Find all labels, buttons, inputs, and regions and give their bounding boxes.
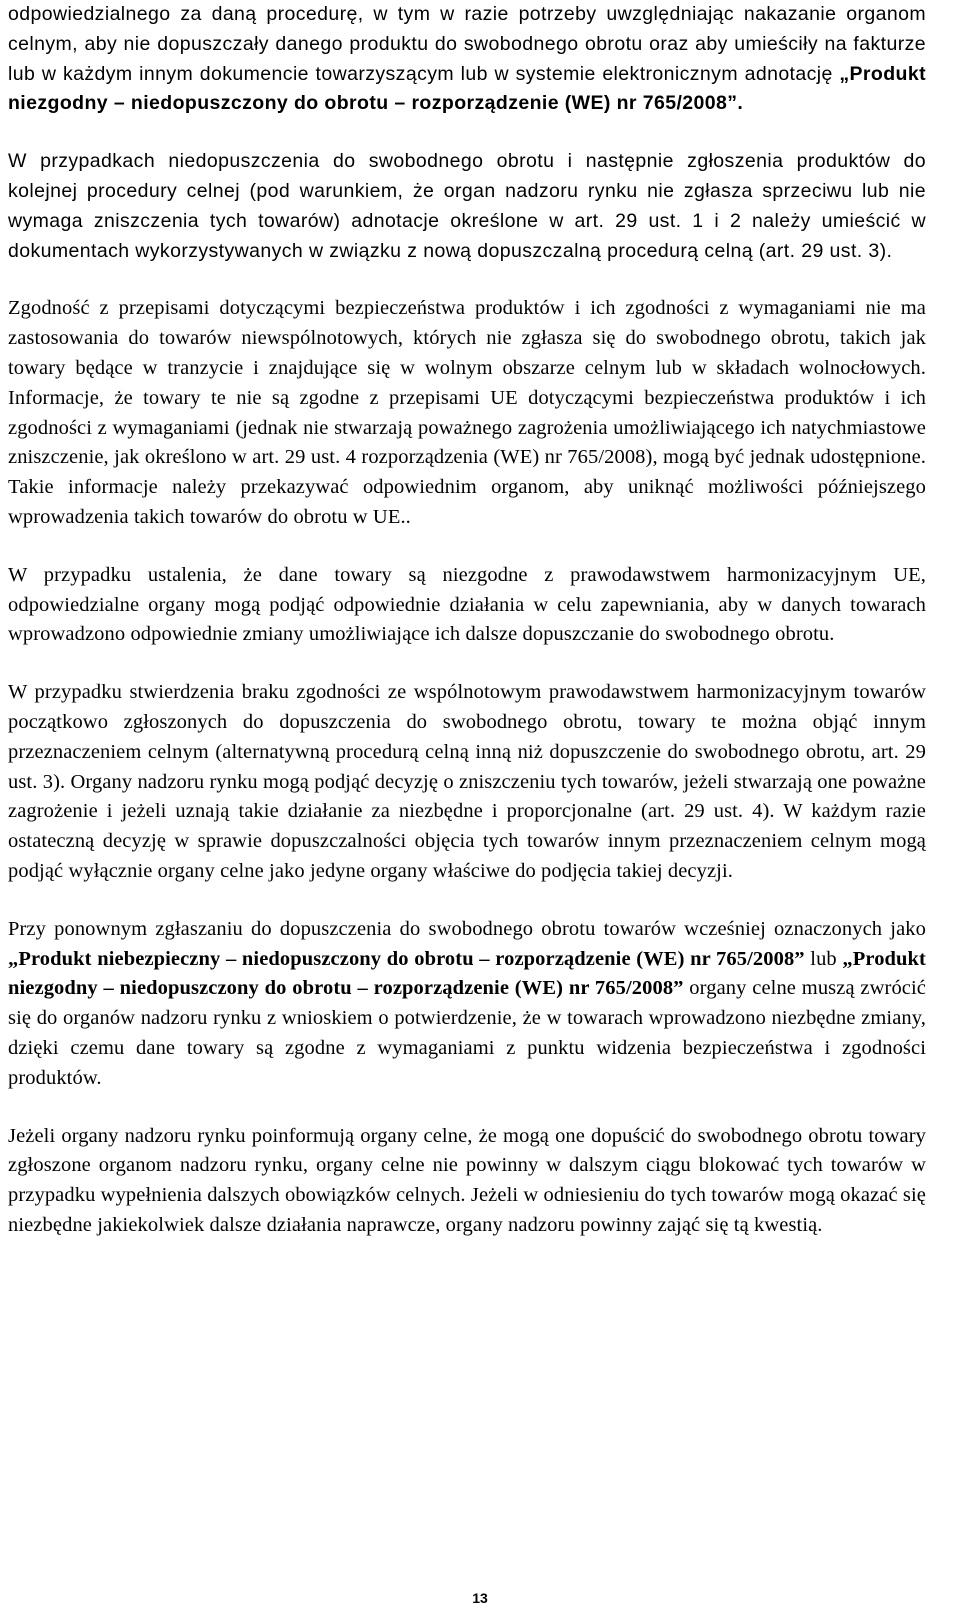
paragraph-text: Zgodność z przepisami dotyczącymi bezpieczeństwa produktów i ich zgodności z wymaganiami nie ma zastosowania do towarów niewspólnotowych, których nie zgłasza się do swobodnego obrotu, takich jak towary będące w tranzycie i znajdujące się w wolnym obszarze celnym lub w składach wolnocłowych. Informacje, że towary te nie są zgodne z przepisami UE dotyczącymi bezpieczeństwa produktów i ich zgodności z wymaganiami (jednak nie stwarzają poważnego zagrożenia umożliwiającego ich natychmiastowe zniszczenie, jak określono w art. 29 ust. 4 rozporządzenia (WE) nr 765/2008), mogą być jednak udostępnione. Takie informacje należy przekazywać odpowiednim organom, aby uniknąć możliwości późniejszego wprowadzenia takich towarów do obrotu w UE.. bbox=[8, 297, 926, 528]
paragraph-procedure-annotation bbox=[8, 0, 926, 119]
bold-annotation-text: „Produkt niezgodny – niedopuszczony do obrotu – rozporządzenie (WE) nr 765/2008”. bbox=[8, 62, 926, 115]
paragraph-subsequent-procedure bbox=[8, 147, 926, 266]
paragraph-text: lub bbox=[804, 947, 843, 970]
paragraph-re-declaration bbox=[8, 915, 926, 1094]
paragraph-nonconforming-goods bbox=[8, 561, 926, 650]
page-number: 13 bbox=[472, 1590, 488, 1606]
paragraph-non-community-goods bbox=[8, 294, 926, 532]
paragraph-text: Przy ponownym zgłaszaniu do dopuszczenia do swobodnego obrotu towarów wcześniej oznaczonych jako bbox=[8, 917, 926, 940]
paragraph-text: organy celne muszą zwrócić się do organów nadzoru rynku z wnioskiem o potwierdzenie, że w towarach wprowadzono niezbędne zmiany, dzięki czemu dane towary są zgodne z wymaganiami z punktu widzenia bezpieczeństwa i zgodności produktów. bbox=[8, 977, 926, 1089]
paragraph-text: W przypadkach niedopuszczenia do swobodnego obrotu i następnie zgłoszenia produktów do kolejnej procedury celnej (pod warunkiem, że organ nadzoru rynku nie zgłasza sprzeciwu lub nie wymaga zniszczenia tych towarów) adnotacje określone w art. 29 ust. 1 i 2 należy umieścić w dokumentach wykorzystywanych w związku z nową dopuszczalną procedurą celną (art. 29 ust. 3). bbox=[8, 150, 926, 262]
paragraph-text: odpowiedzialnego za daną procedurę, w tym w razie potrzeby uwzględniając nakazanie organom celnym, aby nie dopuszczały danego produktu do swobodnego obrotu oraz aby umieściły na fakturze lub w każdym innym dokumencie towarzyszącym lub w systemie elektronicznym adnotację bbox=[8, 3, 926, 85]
paragraph-lack-of-conformity bbox=[8, 678, 926, 887]
document-page bbox=[8, 0, 926, 1269]
paragraph-text: W przypadku ustalenia, że dane towary są niezgodne z prawodawstwem harmonizacyjnym UE, odpowiedzialne organy mogą podjąć odpowiednie działania w celu zapewniania, aby w danych towarach wprowadzono odpowiednie zmiany umożliwiające ich dalsze dopuszczanie do swobodnego obrotu. bbox=[8, 563, 926, 646]
bold-dangerous-product-annotation: „Produkt niebezpieczny – niedopuszczony do obrotu – rozporządzenie (WE) nr 765/2008” bbox=[8, 947, 805, 970]
paragraph-market-surveillance-info bbox=[8, 1122, 926, 1241]
bold-nonconforming-product-annotation: „Produkt niezgodny – niedopuszczony do obrotu – rozporządzenie (WE) nr 765/2008” bbox=[8, 947, 926, 1000]
paragraph-text: W przypadku stwierdzenia braku zgodności ze wspólnotowym prawodawstwem harmonizacyjnym towarów początkowo zgłoszonych do dopuszczenia do swobodnego obrotu, towary te można objąć innym przeznaczeniem celnym (alternatywną procedurą celną inną niż dopuszczenie do swobodnego obrotu, art. 29 ust. 3). Organy nadzoru rynku mogą podjąć decyzję o zniszczeniu tych towarów, jeżeli stwarzają one poważne zagrożenie i jeżeli uznają takie działanie za niezbędne i proporcjonalne (art. 29 ust. 4). W każdym razie ostateczną decyzję w sprawie dopuszczalności objęcia tych towarów innym przeznaczeniem celnym mogą podjąć wyłącznie organy celne jako jedyne organy właściwe do podjęcia takiej decyzji. bbox=[8, 681, 926, 882]
paragraph-text: Jeżeli organy nadzoru rynku poinformują organy celne, że mogą one dopuścić do swobodnego obrotu towary zgłoszone organom nadzoru rynku, organy celne nie powinny w dalszym ciągu blokować tych towarów w przypadku wypełnienia dalszych obowiązków celnych. Jeżeli w odniesieniu do tych towarów mogą okazać się niezbędne jakiekolwiek dalsze działania naprawcze, organy nadzoru powinny zająć się tą kwestią. bbox=[8, 1124, 926, 1236]
